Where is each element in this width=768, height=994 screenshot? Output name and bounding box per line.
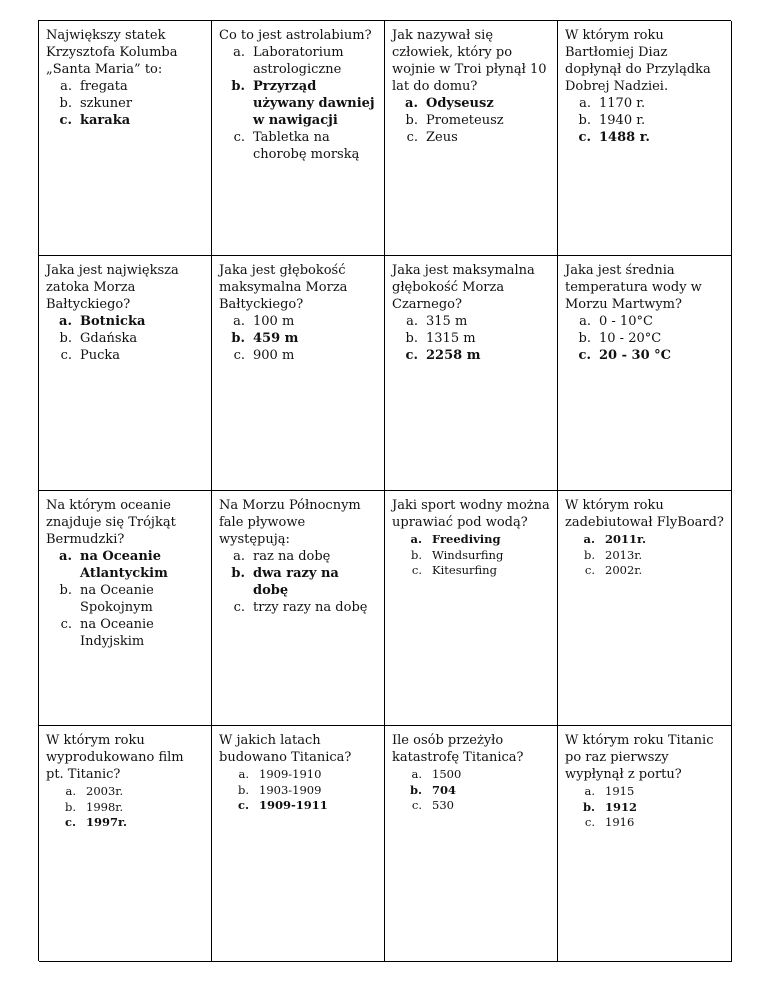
- answer-letter: c.: [233, 130, 245, 145]
- answer-text: 2003r.: [86, 784, 124, 798]
- answer-letter: b.: [237, 782, 249, 797]
- answer-option-correct: [392, 95, 551, 112]
- answer-option: [392, 112, 551, 129]
- answer-letter: c.: [233, 348, 245, 363]
- question-text: Jak nazywał się człowiek, który po wojnie w Troi płynął 10 lat do domu?: [392, 28, 547, 94]
- quiz-card: [39, 256, 212, 491]
- quiz-card: [558, 491, 732, 726]
- answer-option-correct: [219, 798, 378, 814]
- answer-letter: c.: [584, 563, 595, 577]
- question-text: W jakich latach budowano Titanica?: [219, 733, 352, 765]
- quiz-card-grid: [38, 20, 731, 961]
- answer-letter: a.: [60, 79, 72, 94]
- answer-option: [46, 330, 205, 347]
- answer-option: [392, 313, 551, 330]
- question-text: W którym roku Titanic po raz pierwszy wypłynął z portu?: [565, 733, 714, 782]
- answer-letter: c.: [584, 815, 595, 829]
- quiz-card: [212, 21, 385, 256]
- answer-letter: c.: [411, 798, 422, 812]
- answer-letter: c.: [578, 130, 591, 145]
- question-text: Jaka jest maksymalna głębokość Morza Czarnego?: [392, 263, 535, 312]
- answer-option: [392, 767, 551, 783]
- answer-list: [392, 313, 551, 364]
- answer-list: [565, 784, 725, 831]
- answer-list: [565, 95, 725, 146]
- answer-text: 2013r.: [605, 547, 643, 562]
- answer-option-correct: [392, 532, 551, 548]
- answer-list: [46, 313, 205, 364]
- question-text: Jaka jest średnia temperatura wody w Morzu Martwym?: [565, 263, 702, 312]
- answer-letter: c.: [60, 617, 72, 632]
- answer-text: Prometeusz: [426, 113, 504, 128]
- answer-letter: c.: [237, 798, 249, 812]
- answer-option: [219, 44, 378, 78]
- answer-letter: a.: [65, 784, 76, 798]
- answer-list: [565, 313, 725, 364]
- answer-text: Gdańska: [80, 331, 138, 346]
- answer-option: [392, 548, 551, 564]
- answer-option: [219, 783, 378, 799]
- answer-text: 1912: [605, 799, 638, 814]
- answer-text: 1915: [605, 784, 635, 798]
- answer-option: [565, 815, 725, 831]
- answer-letter: b.: [59, 331, 72, 346]
- answer-text: 704: [432, 782, 457, 797]
- answer-letter: c.: [406, 130, 418, 145]
- question-text: Ile osób przeżyło katastrofę Titanica?: [392, 733, 524, 765]
- question-text: W którym roku Bartłomiej Diaz dopłynął do Przylądka Dobrej Nadziei.: [565, 28, 711, 94]
- answer-option: [392, 330, 551, 347]
- answer-option-correct: [46, 548, 205, 582]
- quiz-card: [39, 491, 212, 726]
- answer-letter: a.: [59, 314, 72, 329]
- answer-option: [565, 784, 725, 800]
- answer-option-correct: [219, 78, 378, 129]
- answer-text: 1916: [605, 815, 635, 829]
- quiz-card: [558, 256, 732, 491]
- answer-option: [392, 129, 551, 146]
- answer-text: 2002r.: [605, 563, 643, 577]
- quiz-card: [385, 491, 558, 726]
- answer-text: raz na dobę: [253, 549, 331, 564]
- answer-text: 20 - 30 °C: [599, 348, 672, 363]
- question-text: Jaka jest największa zatoka Morza Bałtyckiego?: [46, 263, 179, 312]
- answer-list: [46, 784, 205, 831]
- answer-text: 459 m: [253, 331, 299, 346]
- answer-letter: b.: [582, 799, 595, 814]
- answer-text: 1500: [432, 767, 462, 781]
- answer-option: [565, 95, 725, 112]
- answer-list: [219, 767, 378, 814]
- answer-option-correct: [392, 347, 551, 364]
- answer-text: Pucka: [80, 348, 121, 363]
- answer-text: Kitesurfing: [432, 563, 497, 577]
- answer-text: Laboratorium astrologiczne: [253, 45, 344, 77]
- answer-letter: a.: [405, 96, 418, 111]
- answer-list: [219, 44, 378, 163]
- answer-option: [46, 347, 205, 364]
- answer-text: 1909-1910: [259, 767, 322, 781]
- answer-text: Zeus: [426, 130, 458, 145]
- answer-letter: a.: [233, 314, 245, 329]
- answer-option-correct: [565, 129, 725, 146]
- question-text: Na Morzu Północnym fale pływowe występują:: [219, 498, 361, 547]
- answer-letter: c.: [411, 563, 422, 577]
- answer-letter: c.: [233, 600, 245, 615]
- answer-option-correct: [46, 112, 205, 129]
- answer-letter: b.: [231, 331, 245, 346]
- answer-option-correct: [565, 800, 725, 816]
- answer-option: [219, 548, 378, 565]
- answer-list: [219, 313, 378, 364]
- quiz-card: [212, 256, 385, 491]
- answer-letter: a.: [238, 767, 249, 781]
- answer-letter: b.: [578, 331, 591, 346]
- answer-list: [46, 78, 205, 129]
- answer-option: [219, 347, 378, 364]
- quiz-card: [558, 21, 732, 256]
- answer-text: 1998r.: [86, 799, 124, 814]
- answer-option: [565, 313, 725, 330]
- quiz-card: [39, 726, 212, 962]
- question-text: W którym roku wyprodukowano film pt. Titanic?: [46, 733, 184, 782]
- answer-letter: a.: [410, 532, 422, 546]
- answer-list: [392, 532, 551, 579]
- answer-list: [392, 95, 551, 146]
- answer-letter: b.: [64, 799, 76, 814]
- answer-letter: b.: [405, 331, 418, 346]
- answer-text: Tabletka na chorobę morską: [253, 130, 360, 162]
- answer-option-correct: [46, 313, 205, 330]
- answer-option: [46, 78, 205, 95]
- answer-letter: a.: [411, 767, 422, 781]
- answer-text: 315 m: [426, 314, 468, 329]
- question-text: Jaka jest głębokość maksymalna Morza Bałtyckiego?: [219, 263, 348, 312]
- answer-option: [219, 599, 378, 616]
- answer-text: 10 - 20°C: [599, 331, 662, 346]
- answer-option-correct: [392, 783, 551, 799]
- answer-text: 1488 r.: [599, 130, 650, 145]
- answer-text: 900 m: [253, 348, 295, 363]
- answer-letter: b.: [409, 782, 422, 797]
- answer-option: [46, 95, 205, 112]
- answer-text: 2011r.: [605, 532, 647, 546]
- quiz-card: [558, 726, 732, 962]
- question-text: Jaki sport wodny można uprawiać pod wodą?: [392, 498, 550, 530]
- answer-letter: a.: [583, 532, 595, 546]
- answer-letter: a.: [406, 314, 418, 329]
- answer-text: 530: [432, 798, 454, 812]
- question-text: W którym roku zadebiutował FlyBoard?: [565, 498, 724, 530]
- answer-letter: b.: [231, 566, 245, 581]
- answer-option: [46, 616, 205, 650]
- answer-text: dwa razy na dobę: [253, 566, 339, 598]
- answer-option: [219, 313, 378, 330]
- answer-option: [565, 330, 725, 347]
- answer-letter: b.: [59, 96, 72, 111]
- answer-text: karaka: [80, 113, 131, 128]
- answer-letter: a.: [233, 549, 245, 564]
- answer-text: Przyrząd używany dawniej w nawigacji: [253, 79, 375, 128]
- answer-text: na Oceanie Atlantyckim: [80, 549, 168, 581]
- question-text: Największy statek Krzysztofa Kolumba „Santa Maria” to:: [46, 28, 178, 77]
- quiz-card: [385, 256, 558, 491]
- answer-list: [219, 548, 378, 616]
- answer-text: Freediving: [432, 532, 501, 546]
- answer-option: [219, 129, 378, 163]
- answer-letter: a.: [579, 96, 591, 111]
- answer-list: [565, 532, 725, 579]
- answer-option-correct: [219, 565, 378, 599]
- answer-text: 1903-1909: [259, 782, 322, 797]
- answer-text: na Oceanie Spokojnym: [80, 583, 154, 615]
- answer-letter: c.: [578, 348, 591, 363]
- answer-option-correct: [46, 815, 205, 831]
- answer-letter: c.: [64, 815, 76, 829]
- quiz-card: [212, 726, 385, 962]
- answer-text: 1170 r.: [599, 96, 646, 111]
- answer-letter: a.: [59, 549, 72, 564]
- answer-letter: b.: [405, 113, 418, 128]
- answer-text: na Oceanie Indyjskim: [80, 617, 154, 649]
- answer-option: [46, 800, 205, 816]
- answer-text: Windsurfing: [432, 547, 504, 562]
- quiz-card: [212, 491, 385, 726]
- quiz-card: [39, 21, 212, 256]
- answer-text: 2258 m: [426, 348, 481, 363]
- answer-letter: b.: [583, 547, 595, 562]
- answer-text: trzy razy na dobę: [253, 600, 368, 615]
- answer-letter: a.: [579, 314, 591, 329]
- answer-text: 1909-1911: [259, 798, 328, 812]
- answer-letter: a.: [233, 45, 245, 60]
- answer-text: 1315 m: [426, 331, 476, 346]
- answer-option: [392, 563, 551, 579]
- answer-option: [565, 563, 725, 579]
- answer-text: Botnicka: [80, 314, 146, 329]
- answer-letter: b.: [59, 583, 72, 598]
- answer-option: [565, 548, 725, 564]
- answer-letter: b.: [578, 113, 591, 128]
- answer-list: [392, 767, 551, 814]
- answer-text: 0 - 10°C: [599, 314, 653, 329]
- answer-text: 100 m: [253, 314, 295, 329]
- answer-option: [565, 112, 725, 129]
- question-text: Na którym oceanie znajduje się Trójkąt Bermudzki?: [46, 498, 176, 547]
- answer-text: fregata: [80, 79, 128, 94]
- answer-option-correct: [565, 532, 725, 548]
- quiz-card: [385, 21, 558, 256]
- quiz-card: [385, 726, 558, 962]
- answer-option: [46, 582, 205, 616]
- answer-text: 1997r.: [86, 815, 128, 829]
- answer-text: 1940 r.: [599, 113, 646, 128]
- answer-text: Odyseusz: [426, 96, 494, 111]
- answer-text: szkuner: [80, 96, 133, 111]
- answer-list: [46, 548, 205, 650]
- answer-letter: c.: [59, 113, 72, 128]
- answer-letter: c.: [405, 348, 418, 363]
- answer-letter: a.: [584, 784, 595, 798]
- answer-letter: c.: [60, 348, 72, 363]
- answer-option-correct: [219, 330, 378, 347]
- answer-letter: b.: [410, 547, 422, 562]
- answer-option: [46, 784, 205, 800]
- answer-option: [219, 767, 378, 783]
- answer-option-correct: [565, 347, 725, 364]
- answer-letter: b.: [231, 79, 245, 94]
- answer-option: [392, 798, 551, 814]
- question-text: Co to jest astrolabium?: [219, 28, 372, 43]
